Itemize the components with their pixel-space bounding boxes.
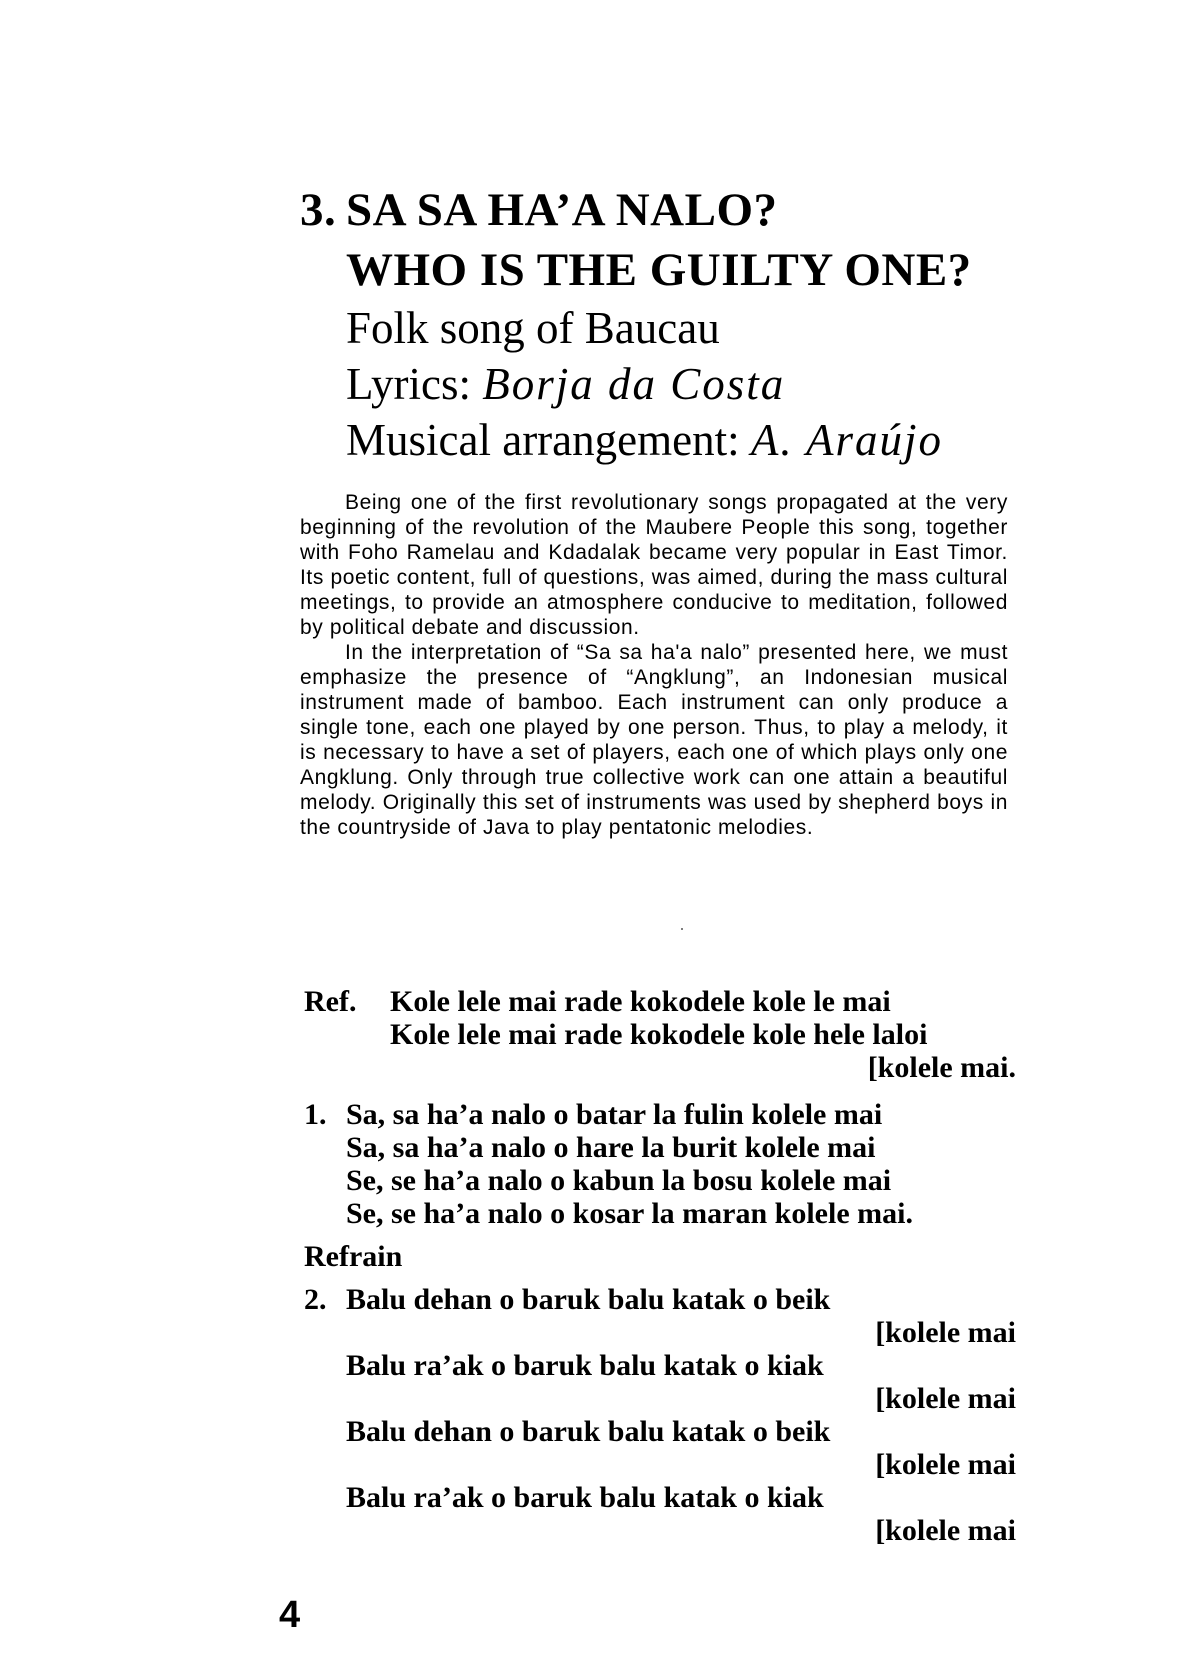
title-block bbox=[300, 180, 1060, 468]
description-paragraph: In the interpretation of “Sa sa ha'a nalo” presented here, we must emphasize the presence of “Angklung”, an Indonesian musical instrument made of bamboo. Each instrument can only produce a single tone, each one played by one person. Thus, to play a melody, it is necessary to have a set of players, each one of which plays only one Angklung. Only through true collective work can one attain a beautiful melody. Originally this set of instruments was used by shepherd boys in the countryside of Java to play pentatonic melodies. bbox=[300, 641, 1008, 839]
lyric-continuation: [kolele mai bbox=[875, 1514, 1016, 1547]
song-origin: Folk song of Baucau bbox=[346, 303, 720, 353]
description-paragraph: Being one of the first revolutionary songs propagated at the very beginning of the revolution of the Maubere People this song, together with Foho Ramelau and Kdadalak became very popular in East Timor. Its poetic content, full of questions, was aimed, during the mass cultural meetings, to provide an atmosphere conducive to meditation, followed by political debate and discussion. bbox=[300, 491, 1008, 639]
lyrics bbox=[304, 985, 1016, 1547]
lyric-continuation: [kolele mai bbox=[875, 1316, 1016, 1349]
lyric-line: Balu dehan o baruk balu katak o beik bbox=[346, 1415, 831, 1448]
song-number: 3. bbox=[300, 184, 337, 236]
song-title-original: SA SA HA’A NALO? bbox=[346, 184, 778, 236]
verse-number: 1. bbox=[304, 1098, 327, 1131]
print-speck bbox=[681, 928, 683, 930]
refrain-block bbox=[304, 985, 1016, 1084]
song-title bbox=[300, 180, 1060, 240]
lyrics-author: Borja da Costa bbox=[482, 359, 786, 409]
arrangement-author: A. Araújo bbox=[750, 415, 944, 465]
lyric-line: Sa, sa ha’a nalo o hare la burit kolele mai bbox=[346, 1131, 876, 1164]
lyric-line: Balu ra’ak o baruk balu katak o kiak bbox=[346, 1349, 824, 1382]
song-description bbox=[300, 490, 1008, 840]
lyric-continuation: [kolele mai. bbox=[867, 1051, 1016, 1084]
lyric-line: Sa, sa ha’a nalo o batar la fulin kolele mai bbox=[346, 1098, 883, 1131]
refrain-marker: Refrain bbox=[304, 1240, 403, 1273]
page-number: 4 bbox=[279, 1594, 301, 1636]
lyric-continuation: [kolele mai bbox=[875, 1382, 1016, 1415]
verse-2 bbox=[304, 1283, 1016, 1547]
lyric-line: Se, se ha’a nalo o kosar la maran kolele mai. bbox=[346, 1197, 913, 1230]
arrangement-credit bbox=[300, 412, 1060, 468]
lyrics-credit bbox=[300, 356, 1060, 412]
arrangement-label: Musical arrangement: bbox=[346, 415, 751, 465]
refrain-label: Ref. bbox=[304, 985, 357, 1018]
song-title-english: WHO IS THE GUILTY ONE? bbox=[346, 244, 972, 296]
lyric-line: Balu dehan o baruk balu katak o beik bbox=[346, 1283, 831, 1316]
lyric-line: Kole lele mai rade kokodele kole hele laloi bbox=[390, 1018, 928, 1051]
verse-1 bbox=[304, 1098, 1016, 1230]
lyric-line: Balu ra’ak o baruk balu katak o kiak bbox=[346, 1481, 824, 1514]
lyric-line: Se, se ha’a nalo o kabun la bosu kolele mai bbox=[346, 1164, 892, 1197]
verse-number: 2. bbox=[304, 1283, 327, 1316]
lyric-continuation: [kolele mai bbox=[875, 1448, 1016, 1481]
lyric-line: Kole lele mai rade kokodele kole le mai bbox=[390, 985, 891, 1018]
lyrics-label: Lyrics: bbox=[346, 359, 483, 409]
